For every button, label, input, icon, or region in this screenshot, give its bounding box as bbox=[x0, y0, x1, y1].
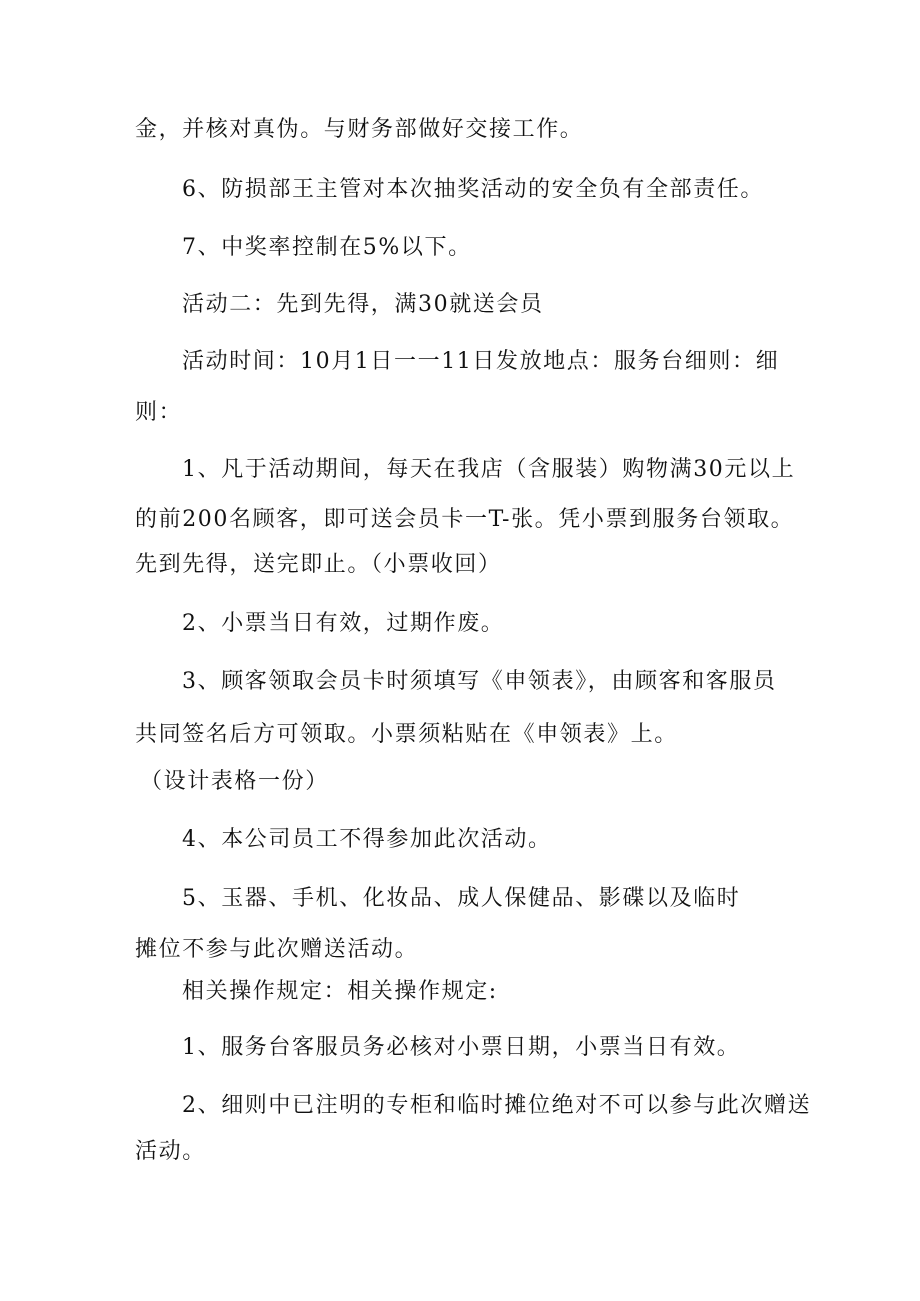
text-line-5: 活动时间：10月1日一一11日发放地点：服务台细则：细 bbox=[182, 349, 780, 374]
text-line-10: 2、小票当日有效，过期作废。 bbox=[182, 611, 505, 636]
text-line-9: 先到先得，送完即止。（小票收回） bbox=[135, 552, 502, 577]
text-line-15: 5、玉器、手机、化妆品、成人保健品、影碟以及临时 bbox=[182, 886, 741, 911]
text-line-11: 3、顾客领取会员卡时须填写《申领表》，由顾客和客服员 bbox=[182, 669, 777, 694]
text-line-12: 共同签名后方可领取。小票须粘贴在《申领表》上。 bbox=[135, 722, 678, 747]
text-line-2: 6、防损部王主管对本次抽奖活动的安全负有全部责任。 bbox=[182, 177, 764, 202]
text-line-1: 金，并核对真伪。与财务部做好交接工作。 bbox=[135, 117, 584, 142]
text-line-14: 4、本公司员工不得参加此次活动。 bbox=[182, 827, 552, 852]
section-heading: 活动二：先到先得，满30就送会员 bbox=[182, 292, 544, 317]
text-line-19: 2、细则中已注明的专柜和临时摊位绝对不可以参与此次赠送 bbox=[182, 1093, 812, 1118]
text-line-6: 则： bbox=[135, 400, 183, 425]
text-line-7: 1、凡于活动期间，每天在我店（含服装）购物满30元以上 bbox=[182, 457, 796, 482]
text-line-13: （设计表格一份） bbox=[140, 769, 329, 794]
text-line-20: 活动。 bbox=[135, 1139, 206, 1164]
text-line-16: 摊位不参与此次赠送活动。 bbox=[135, 937, 419, 962]
subsection-heading: 相关操作规定：相关操作规定: bbox=[182, 979, 498, 1004]
text-line-18: 1、服务台客服员务必核对小票日期，小票当日有效。 bbox=[182, 1035, 741, 1060]
text-line-8: 的前200名顾客，即可送会员卡一T-张。凭小票到服务台领取。 bbox=[135, 507, 795, 532]
text-line-3: 7、中奖率控制在5%以下。 bbox=[182, 235, 472, 260]
